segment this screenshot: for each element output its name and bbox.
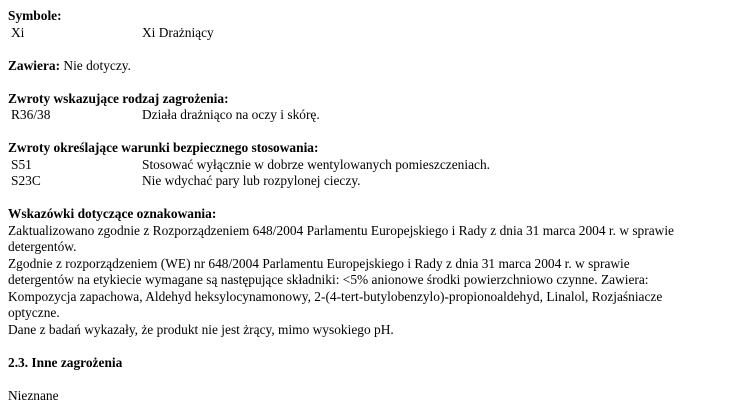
contains-value: Nie dotyczy.: [60, 57, 131, 73]
symbol-description: Xi Drażniący: [142, 24, 214, 40]
risk-phrase-row: [8, 107, 728, 124]
symbol-row: [8, 25, 728, 42]
symbol-code: Xi: [11, 24, 25, 40]
contains-line: [8, 58, 728, 75]
other-hazards-value: Nieznane: [8, 387, 59, 403]
symbols-heading: Symbole:: [8, 8, 62, 23]
labelling-line: detergentów na etykiecie wymagane są następujące składniki: <5% anionowe środki powierzchniowo czynne. Zawiera:: [8, 272, 649, 287]
labelling-line: detergentów.: [8, 239, 77, 254]
labelling-line: Zgodnie z rozporządzeniem (WE) nr 648/2004 Parlamentu Europejskiego i Rady z dnia 31 marca 2004 r. w sprawie: [8, 255, 630, 271]
safety-phrase-row: [8, 173, 728, 190]
other-hazards-heading: 2.3. Inne zagrożenia: [8, 354, 123, 370]
spacer: [8, 124, 728, 141]
spacer: [8, 338, 728, 355]
spacer: [8, 371, 728, 388]
labelling-line: Zaktualizowano zgodnie z Rozporządzeniem 648/2004 Parlamentu Europejskiego i Rady z dnia 31 marca 2004 r. w sprawie: [8, 222, 674, 238]
risk-phrase-code: R36/38: [11, 107, 51, 122]
safety-phrase-description: Stosować wyłącznie w dobrze wentylowanych pomieszczeniach.: [142, 156, 491, 172]
safety-phrase-description: Nie wdychać pary lub rozpylonej cieczy.: [142, 173, 361, 188]
safety-phrase-row: [8, 157, 728, 174]
contains-label: Zawiera:: [8, 57, 61, 73]
spacer: [8, 74, 728, 91]
labelling-line: optyczne.: [8, 305, 60, 320]
labelling-heading: Wskazówki dotyczące oznakowania:: [8, 206, 217, 221]
risk-phrases-heading: Zwroty wskazujące rodzaj zagrożenia:: [8, 90, 229, 106]
safety-phrases-heading: Zwroty określające warunki bezpiecznego stosowania:: [8, 140, 319, 155]
labelling-line: Dane z badań wykazały, że produkt nie jest żrący, mimo wysokiego pH.: [8, 321, 394, 337]
spacer: [8, 41, 728, 58]
risk-phrase-description: Działa drażniąco na oczy i skórę.: [142, 107, 320, 122]
safety-phrase-code: S23C: [11, 173, 41, 188]
document-body: [8, 8, 728, 404]
safety-phrase-code: S51: [11, 156, 32, 172]
spacer: [8, 190, 728, 207]
labelling-line: Kompozycja zapachowa, Aldehyd heksylocynamonowy, 2-(4-tert-butylobenzylo)-propionoaldehyd, Linalol, Rozjaśniacze: [8, 288, 663, 304]
